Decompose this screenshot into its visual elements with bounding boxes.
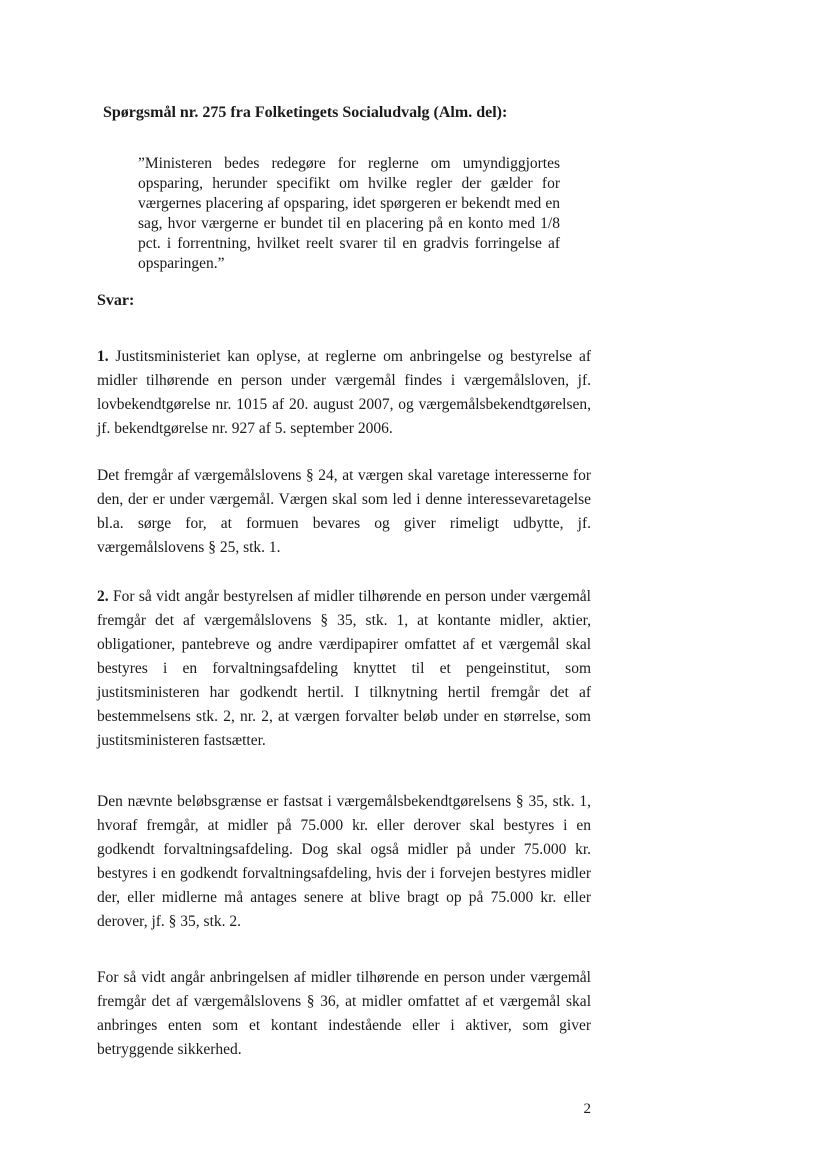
paragraph-text: Justitsministeriet kan oplyse, at reglerne om anbringelse og bestyrelse af midler tilhørende en person under værgemål findes i værgemålsloven, jf. lovbekendtgørelse nr. 1015 af 20. august 2007, og værgemålsbekendtgørelsen, jf. bekendtgørelse nr. 927 af 5. september 2006. xyxy=(97,348,591,437)
paragraph-text: For så vidt angår bestyrelsen af midler tilhørende en person under værgemål fremgår det af værgemålslovens § 35, stk. 1, at kontante midler, aktier, obligationer, pantebreve og andre værdipapirer omfattet af et værgemål skal bestyres i en forvaltningsafdeling knyttet til et pengeinstitut, som justitsministeren har godkendt hertil. I tilknytning hertil fremgår det af bestemmelsens stk. 2, nr. 2, at værgen forvalter beløb under en størrelse, som justitsministeren fastsætter. xyxy=(97,588,591,749)
answer-paragraph-4 xyxy=(97,790,591,934)
question-quote: ”Ministeren bedes redegøre for reglerne om umyndiggjortes opsparing, herunder specifikt om hvilke regler der gælder for værgernes placering af opsparing, idet spørgeren er bekendt med en sag, hvor værgerne er bundet til en placering på en konto med 1/8 pct. i forrentning, hvilket reelt svarer til en gradvis forringelse af opsparingen.” xyxy=(138,155,560,272)
paragraph-text: Det fremgår af værgemålslovens § 24, at værgen skal varetage interesserne for den, der er under værgemål. Værgen skal som led i denne interessevaretagelse bl.a. sørge for, at formuen bevares og giver rimeligt udbytte, jf. værgemålslovens § 25, stk. 1. xyxy=(97,467,591,556)
answer-paragraph-5 xyxy=(97,966,591,1062)
paragraph-number: 1. xyxy=(97,348,109,365)
answer-paragraph-1 xyxy=(97,345,591,441)
paragraph-number: 2. xyxy=(97,588,109,605)
paragraph-text: For så vidt angår anbringelsen af midler tilhørende en person under værgemål fremgår det af værgemålslovens § 36, at midler omfattet af et værgemål skal anbringes enten som et kontant indestående eller i aktiver, som giver betryggende sikkerhed. xyxy=(97,969,591,1058)
paragraph-text: Den nævnte beløbsgrænse er fastsat i værgemålsbekendtgørelsens § 35, stk. 1, hvoraf fremgår, at midler på 75.000 kr. eller derover skal bestyres i en godkendt forvaltningsafdeling. Dog skal også midler på under 75.000 kr. bestyres i en godkendt forvaltningsafdeling, hvis der i forvejen bestyres midler der, eller midlerne må antages senere at blive bragt op på 75.000 kr. eller derover, jf. § 35, stk. 2. xyxy=(97,793,591,930)
question-heading: Spørgsmål nr. 275 fra Folketingets Socialudvalg (Alm. del): xyxy=(103,104,508,121)
answer-label: Svar: xyxy=(97,292,135,309)
answer-paragraph-2 xyxy=(97,464,591,560)
answer-paragraph-3 xyxy=(97,585,591,753)
page-number: 2 xyxy=(583,1101,591,1117)
